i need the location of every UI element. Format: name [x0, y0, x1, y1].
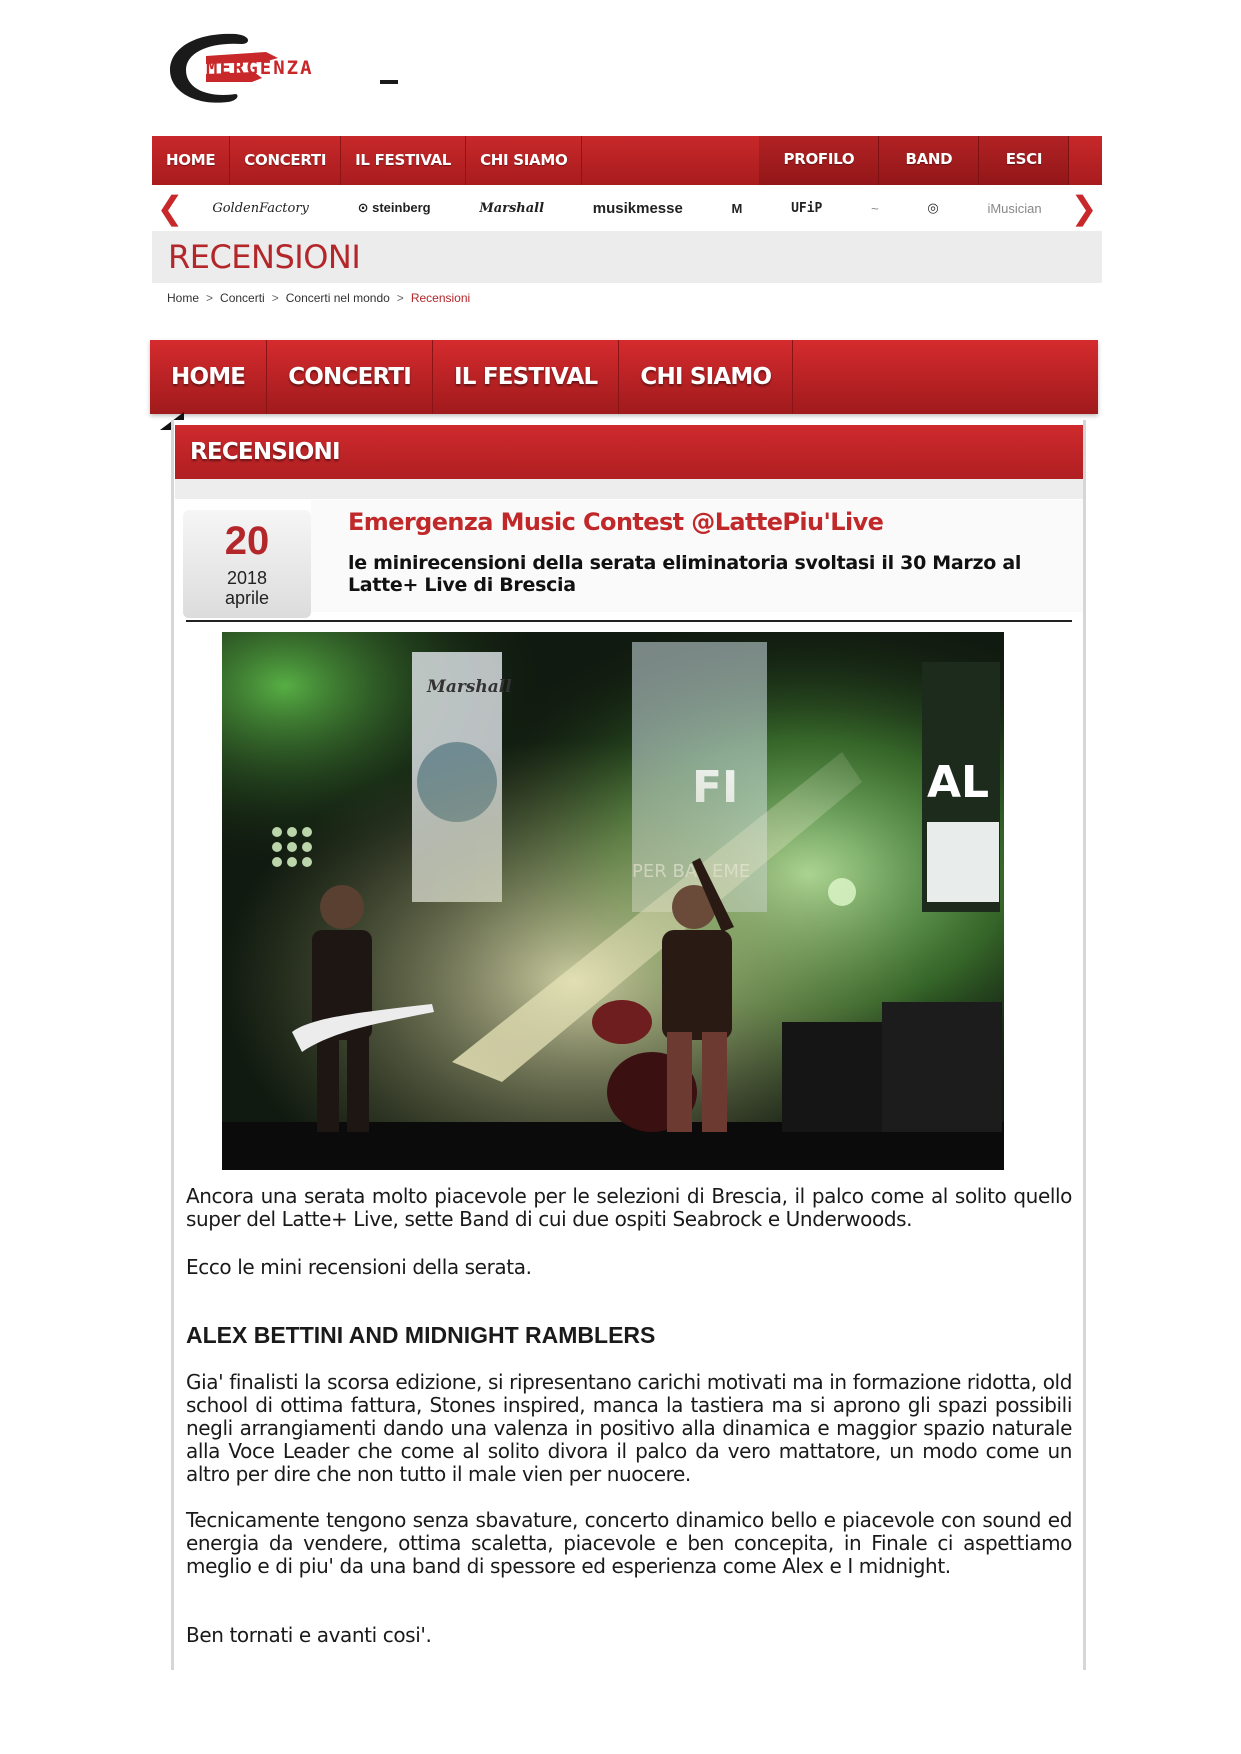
panel-strip [175, 479, 1083, 499]
sponsor-m[interactable]: M [731, 200, 743, 216]
main-navigation [150, 340, 1098, 414]
sponsor-imusician[interactable]: iMusician [987, 200, 1042, 216]
article-paragraph: Ancora una serata molto piacevole per le selezioni di Brescia, il palco come al solito quello super del Latte+ Live, sette Band di cui due ospiti Seabrock e Underwoods. [186, 1184, 1072, 1231]
section-paragraph: Tecnicamente tengono senza sbavature, concerto dinamico bello e piacevole con sound ed energia da vendere, ottima scaletta, piacevole e ben concepita, in Finale ci aspettiamo meglio e di piu' da una band di spessore ed esperienza come Alex e I midnight. [186, 1508, 1072, 1578]
page-title: RECENSIONI [168, 238, 361, 276]
article-subtitle: le minirecensioni della serata eliminatoria svoltasi il 30 Marzo al Latte+ Live di Brescia [348, 552, 1022, 596]
breadcrumb-current: Recensioni [410, 291, 471, 305]
article-date [183, 510, 311, 618]
topnav-profilo[interactable]: PROFILO [759, 136, 879, 185]
breadcrumb-separator: > [206, 291, 214, 305]
top-navigation [152, 136, 1102, 185]
breadcrumb [167, 291, 470, 305]
topnav-concerti[interactable]: CONCERTI [230, 136, 341, 185]
sponsor-musikmesse[interactable]: musikmesse [592, 199, 683, 217]
topnav-il-festival[interactable]: IL FESTIVAL [341, 136, 466, 185]
topnav-user-menu [759, 136, 1069, 185]
section-heading: ALEX BETTINI AND MIDNIGHT RAMBLERS [186, 1322, 656, 1348]
sponsor-carousel [152, 185, 1102, 231]
panel-title: RECENSIONI [190, 439, 340, 465]
breadcrumb-home[interactable]: Home [167, 291, 200, 305]
sponsor-steinberg-label: steinberg [372, 200, 431, 215]
topnav-spacer [582, 136, 759, 185]
sponsor-circle[interactable]: ◎ [927, 200, 939, 215]
page-banner [152, 231, 1102, 283]
sponsor-marshall[interactable]: Marshall [479, 200, 545, 216]
sponsor-wing[interactable]: ~ [871, 200, 879, 216]
panel-header [175, 425, 1083, 479]
article-day: 20 [224, 519, 270, 563]
article-divider [186, 620, 1072, 622]
topnav-band[interactable]: BAND [879, 136, 979, 185]
topnav-chi-siamo[interactable]: CHI SIAMO [466, 136, 582, 185]
mainnav-il-festival[interactable]: IL FESTIVAL [433, 340, 619, 414]
article-photo [222, 632, 1004, 1170]
article-month: aprile [224, 588, 270, 608]
carousel-prev-icon[interactable]: ❮ [156, 190, 184, 226]
mainnav-home[interactable]: HOME [150, 340, 267, 414]
sponsor-ufip[interactable]: UFiP [791, 200, 823, 216]
article-title[interactable]: Emergenza Music Contest @LattePiu'Live [348, 508, 884, 536]
topnav-home[interactable]: HOME [152, 136, 230, 185]
mainnav-chi-siamo[interactable]: CHI SIAMO [619, 340, 793, 414]
breadcrumb-separator: > [396, 291, 404, 305]
sponsor-goldenfactory[interactable]: GoldenFactory [212, 200, 309, 216]
section-paragraph: Ben tornati e avanti cosi'. [186, 1623, 432, 1647]
article-year: 2018 [226, 568, 268, 588]
carousel-next-icon[interactable]: ❯ [1070, 190, 1098, 226]
mainnav-concerti[interactable]: CONCERTI [267, 340, 433, 414]
topnav-esci[interactable]: ESCI [979, 136, 1069, 185]
sponsor-steinberg[interactable]: ⊙ steinberg [357, 200, 431, 215]
sponsor-logos [188, 200, 1066, 217]
svg-text:MERGENZA: MERGENZA [206, 57, 314, 79]
section-paragraph: Gia' finalisti la scorsa edizione, si ripresentano carichi motivati ma in formazione ridotta, old school di ottima fattura, Stones inspired, manca la tastiera ma si aprono gli spazi possibili negli arrangiamenti dando una valenza in positivo alla dinamica e maggior spazio naturale alla Voce Leader che come al solito divora il palco da vero mattatore, un modo come un altro per dire che non tutto il male vien per nuocere. [186, 1370, 1072, 1486]
breadcrumb-concerti-nel-mondo[interactable]: Concerti nel mondo [285, 291, 390, 305]
breadcrumb-concerti[interactable]: Concerti [220, 291, 265, 305]
emergenza-logo[interactable] [166, 26, 406, 110]
article-paragraph: Ecco le mini recensioni della serata. [186, 1255, 532, 1279]
breadcrumb-separator: > [271, 291, 279, 305]
